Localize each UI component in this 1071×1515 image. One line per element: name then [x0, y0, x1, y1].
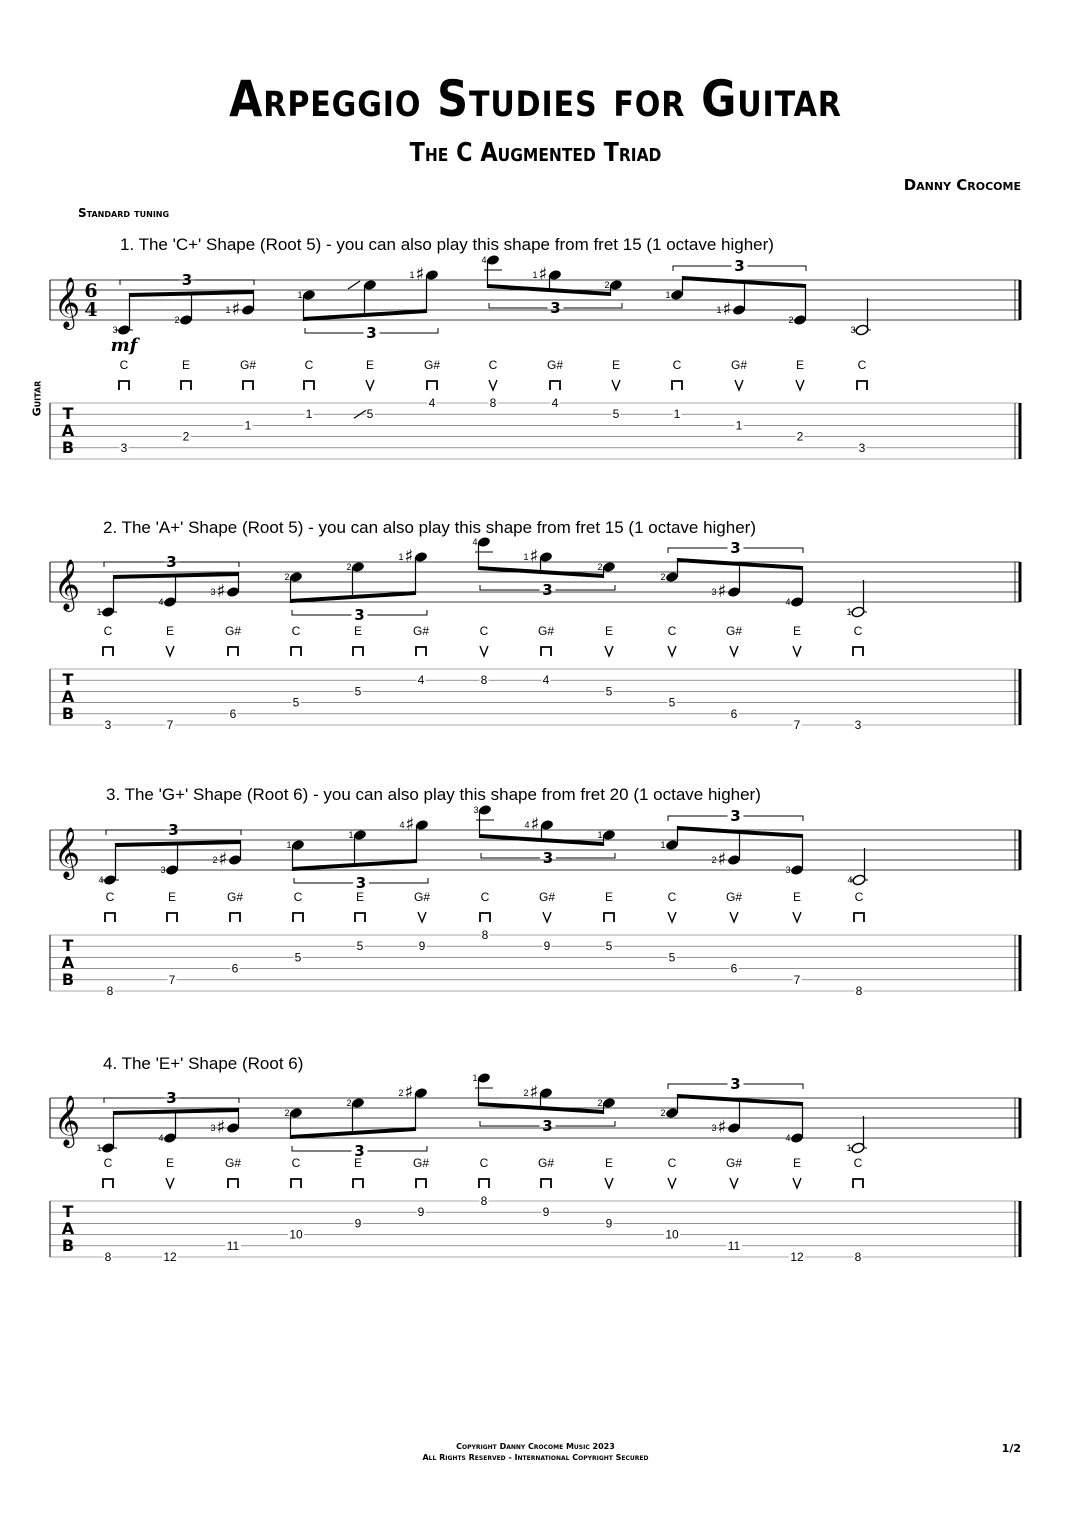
tab-clef-letter: A: [61, 687, 75, 706]
note-name-label: C: [853, 624, 863, 638]
downstroke-icon: [480, 913, 490, 922]
note-name-label: E: [795, 358, 805, 372]
score-title: Arpeggio Studies for Guitar: [229, 70, 842, 128]
note-name-label: E: [792, 890, 802, 904]
fingering-number: 2: [398, 1088, 404, 1098]
fingering-number: 2: [346, 562, 352, 572]
tab-fret-number: 8: [104, 1250, 112, 1264]
upstroke-icon: [612, 380, 620, 390]
tab-fret-number: 5: [668, 950, 676, 965]
sharp-sign: ♯: [530, 814, 540, 835]
sharp-sign: ♯: [717, 1117, 727, 1138]
note-name-label: C: [667, 624, 677, 638]
tab-fret-number: 10: [665, 1227, 679, 1242]
upstroke-icon: [418, 912, 426, 922]
tuplet-number: 3: [730, 539, 741, 557]
tab-fret-number: 1: [305, 407, 313, 422]
note-name-label: C: [667, 890, 677, 904]
fingering-number: 2: [346, 1098, 352, 1108]
note-name-label: E: [353, 1156, 363, 1170]
downstroke-icon: [105, 913, 115, 922]
note-name-label: C: [667, 1156, 677, 1170]
tab-fret-number: 8: [480, 1194, 488, 1208]
note-name-label: E: [165, 624, 175, 638]
downstroke-icon: [853, 1179, 863, 1188]
note-name-label: G#: [423, 358, 441, 372]
upstroke-icon: [605, 1178, 613, 1188]
fingering-number: 2: [788, 315, 794, 325]
sharp-sign: ♯: [216, 581, 226, 602]
tab-fret-number: 9: [542, 1205, 550, 1220]
tab-fret-number: 2: [182, 429, 190, 444]
downstroke-icon: [230, 913, 240, 922]
note-name-label: G#: [730, 358, 748, 372]
downstroke-icon: [853, 647, 863, 656]
tuning-label: Standard tuning: [78, 206, 170, 220]
downstroke-icon: [291, 1179, 301, 1188]
tuplet-number: 3: [366, 324, 377, 342]
tab-fret-number: 3: [104, 718, 112, 732]
fingering-number: 2: [597, 562, 603, 572]
note-name-label: G#: [239, 358, 257, 372]
note-name-label: C: [853, 1156, 863, 1170]
upstroke-icon: [796, 380, 804, 390]
upstroke-icon: [543, 912, 551, 922]
tab-fret-number: 7: [793, 718, 801, 732]
tab-fret-number: 9: [418, 939, 426, 954]
note-name-label: E: [792, 624, 802, 638]
tuplet-number: 3: [166, 553, 177, 571]
note-name-label: C: [103, 624, 113, 638]
note-name-label: G#: [537, 624, 555, 638]
note-name-label: G#: [725, 624, 743, 638]
downstroke-icon: [103, 1179, 113, 1188]
downstroke-icon: [604, 913, 614, 922]
note-name-label: C: [857, 358, 867, 372]
fingering-number: 1: [225, 305, 231, 315]
fingering-number: 4: [785, 597, 791, 607]
tab-fret-number: 8: [489, 396, 497, 410]
tab-clef-letter: T: [62, 404, 74, 423]
upstroke-icon: [166, 646, 174, 656]
tuplet-number: 3: [166, 1089, 177, 1107]
tab-fret-number: 8: [854, 1250, 862, 1264]
fingering-number: 1: [398, 552, 404, 562]
note-name-label: E: [604, 890, 614, 904]
note-name-label: G#: [412, 1156, 430, 1170]
note-name-label: C: [488, 358, 498, 372]
downstroke-icon: [103, 647, 113, 656]
fingering-number: 2: [284, 1108, 290, 1118]
note-name-label: G#: [412, 624, 430, 638]
downstroke-icon: [416, 1179, 426, 1188]
sharp-sign: ♯: [717, 581, 727, 602]
tab-fret-number: 8: [106, 984, 114, 998]
tab-clef-letter: T: [62, 670, 74, 689]
tab-fret-number: 3: [120, 440, 128, 455]
fingering-number: 2: [284, 572, 290, 582]
sharp-sign: ♯: [415, 264, 425, 285]
tuplet-number: 3: [550, 299, 561, 317]
tab-fret-number: 5: [668, 695, 676, 710]
tab-fret-number: 11: [226, 1238, 240, 1253]
fingering-number: 1: [409, 270, 415, 280]
fingering-number: 4: [158, 1133, 164, 1143]
fingering-number: 3: [112, 325, 118, 335]
upstroke-icon: [668, 646, 676, 656]
treble-clef-icon: 𝄞: [53, 277, 81, 328]
downstroke-icon: [416, 647, 426, 656]
fingering-number: 4: [785, 1133, 791, 1143]
system-title: 1. The 'C+' Shape (Root 5) - you can also play this shape from fret 15 (1 octave higher): [120, 235, 774, 254]
downstroke-icon: [541, 1179, 551, 1188]
system-title: 2. The 'A+' Shape (Root 5) - you can also play this shape from fret 15 (1 octave higher): [103, 518, 756, 537]
sharp-sign: ♯: [231, 299, 241, 320]
treble-clef-icon: 𝄞: [53, 827, 81, 878]
downstroke-icon: [243, 381, 253, 390]
downstroke-icon: [427, 381, 437, 390]
tab-fret-number: 6: [231, 961, 239, 976]
note-name-label: C: [291, 624, 301, 638]
sharp-sign: ♯: [404, 546, 414, 567]
note-name-label: E: [611, 358, 621, 372]
upstroke-icon: [489, 380, 497, 390]
time-signature-top: 6: [84, 280, 98, 302]
tab-fret-number: 7: [166, 718, 174, 732]
note-name-label: E: [353, 624, 363, 638]
fingering-number: 2: [711, 855, 717, 865]
fingering-number: 3: [711, 587, 717, 597]
tab-fret-number: 8: [855, 984, 863, 998]
fingering-number: 1: [846, 607, 852, 617]
downstroke-icon: [854, 913, 864, 922]
fingering-number: 2: [660, 572, 666, 582]
tab-fret-number: 6: [730, 706, 738, 721]
slide-mark: [348, 281, 360, 289]
fingering-number: 2: [523, 1088, 529, 1098]
tab-fret-number: 5: [356, 939, 364, 954]
note-name-label: G#: [546, 358, 564, 372]
tab-fret-number: 8: [481, 928, 489, 942]
downstroke-icon: [304, 381, 314, 390]
tuplet-number: 3: [730, 1075, 741, 1093]
instrument-label: Guitar: [30, 380, 44, 417]
note-name-label: E: [355, 890, 365, 904]
note-name-label: G#: [224, 624, 242, 638]
fingering-number: 3: [210, 587, 216, 597]
treble-clef-icon: 𝄞: [53, 1095, 81, 1146]
downstroke-icon: [291, 647, 301, 656]
tab-clef-letter: B: [61, 704, 75, 723]
note-name-label: C: [291, 1156, 301, 1170]
note-name-label: C: [479, 1156, 489, 1170]
upstroke-icon: [366, 380, 374, 390]
tab-fret-number: 9: [605, 1216, 613, 1231]
tab-fret-number: 8: [480, 673, 488, 688]
tab-clef-letter: T: [62, 1202, 74, 1221]
note-name-label: C: [854, 890, 864, 904]
tab-fret-number: 5: [292, 695, 300, 710]
tuplet-number: 3: [355, 874, 367, 892]
tab-fret-number: 9: [543, 939, 551, 954]
tuplet-number: 3: [542, 581, 553, 599]
downstroke-icon: [479, 1179, 489, 1188]
downstroke-icon: [181, 381, 191, 390]
tab-fret-number: 4: [542, 673, 550, 688]
sharp-sign: ♯: [717, 849, 727, 870]
tab-clef-letter: B: [61, 1236, 75, 1255]
tab-fret-number: 4: [551, 396, 559, 410]
note-name-label: C: [480, 890, 490, 904]
note-name-label: C: [479, 624, 489, 638]
sharp-sign: ♯: [216, 1117, 226, 1138]
upstroke-icon: [668, 912, 676, 922]
tab-fret-number: 4: [428, 396, 436, 410]
fingering-number: 4: [524, 820, 530, 830]
tab-fret-number: 1: [735, 418, 743, 433]
tab-clef-letter: A: [61, 421, 75, 440]
tab-fret-number: 5: [605, 939, 613, 954]
tab-clef-letter: T: [62, 936, 74, 955]
tab-fret-number: 12: [163, 1250, 177, 1264]
fingering-number: 4: [399, 820, 405, 830]
upstroke-icon: [480, 646, 488, 656]
fingering-number: 1: [716, 305, 722, 315]
fingering-number: 2: [660, 1108, 666, 1118]
upstroke-icon: [793, 1178, 801, 1188]
tab-fret-number: 12: [790, 1250, 804, 1264]
sharp-sign: ♯: [218, 849, 228, 870]
tuplet-number: 3: [354, 606, 365, 624]
note-name-label: E: [365, 358, 375, 372]
fingering-number: 1: [532, 270, 538, 280]
sharp-sign: ♯: [722, 299, 732, 320]
fingering-number: 2: [174, 315, 180, 325]
system-title: 3. The 'G+' Shape (Root 6) - you can also play this shape from fret 20 (1 octave higher): [106, 785, 761, 804]
tab-fret-number: 7: [168, 972, 176, 987]
tuplet-number: 3: [168, 821, 179, 839]
downstroke-icon: [167, 913, 177, 922]
note-name-label: G#: [725, 890, 743, 904]
tab-fret-number: 11: [727, 1238, 741, 1253]
downstroke-icon: [857, 381, 867, 390]
upstroke-icon: [793, 912, 801, 922]
tab-fret-number: 3: [854, 718, 862, 732]
tab-fret-number: 5: [612, 407, 620, 422]
upstroke-icon: [730, 1178, 738, 1188]
sharp-sign: ♯: [538, 264, 548, 285]
tab-fret-number: 5: [605, 684, 613, 699]
system-1: [50, 235, 1020, 459]
sharp-sign: ♯: [529, 546, 539, 567]
upstroke-icon: [793, 646, 801, 656]
tuplet-number: 3: [354, 1142, 365, 1160]
fingering-number: 1: [597, 830, 603, 840]
note-name-label: C: [119, 358, 129, 372]
fingering-number: 3: [160, 865, 166, 875]
fingering-number: 2: [597, 1098, 603, 1108]
fingering-number: 1: [665, 290, 671, 300]
upstroke-icon: [166, 1178, 174, 1188]
tuplet-number: 3: [181, 271, 193, 289]
note-name-label: E: [165, 1156, 175, 1170]
sharp-sign: ♯: [405, 814, 415, 835]
tuplet-number: 3: [730, 807, 741, 825]
fingering-number: 1: [297, 290, 303, 300]
upstroke-icon: [605, 646, 613, 656]
note-name-label: G#: [413, 890, 431, 904]
fingering-number: 1: [348, 830, 354, 840]
fingering-number: 4: [472, 537, 478, 547]
upstroke-icon: [735, 380, 743, 390]
tab-fret-number: 5: [366, 407, 374, 422]
score-subtitle: The C Augmented Triad: [409, 138, 662, 168]
fingering-number: 4: [158, 597, 164, 607]
note-name-label: C: [103, 1156, 113, 1170]
tab-clef-letter: A: [61, 1219, 75, 1238]
upstroke-icon: [730, 912, 738, 922]
time-signature-bottom: 4: [84, 299, 98, 321]
downstroke-icon: [355, 913, 365, 922]
tab-clef-letter: A: [61, 953, 75, 972]
tab-fret-number: 5: [294, 950, 302, 965]
page-number: 1/2: [1001, 1442, 1021, 1455]
fingering-number: 4: [847, 875, 853, 885]
tab-clef-letter: B: [61, 970, 75, 989]
downstroke-icon: [293, 913, 303, 922]
tab-fret-number: 1: [244, 418, 252, 433]
sharp-sign: ♯: [404, 1082, 414, 1103]
tuplet-number: 3: [542, 1117, 553, 1135]
fingering-number: 3: [473, 805, 479, 815]
tab-fret-number: 9: [417, 1205, 425, 1220]
tab-fret-number: 10: [289, 1227, 303, 1242]
composer: Danny Crocome: [903, 176, 1021, 194]
tuplet-number: 3: [734, 257, 745, 275]
fingering-number: 1: [96, 1143, 102, 1153]
note-name-label: E: [604, 1156, 614, 1170]
downstroke-icon: [353, 1179, 363, 1188]
note-name-label: G#: [538, 890, 556, 904]
note-name-label: C: [672, 358, 682, 372]
rights-text: All Rights Reserved - International Copyright Secured: [422, 1453, 649, 1462]
fingering-number: 3: [850, 325, 856, 335]
note-name-label: E: [604, 624, 614, 638]
note-name-label: E: [181, 358, 191, 372]
fingering-number: 1: [846, 1143, 852, 1153]
note-name-label: C: [293, 890, 303, 904]
tab-fret-number: 7: [793, 972, 801, 987]
note-name-label: G#: [725, 1156, 743, 1170]
fingering-number: 1: [660, 840, 666, 850]
fingering-number: 3: [210, 1123, 216, 1133]
downstroke-icon: [550, 381, 560, 390]
tab-fret-number: 9: [354, 1216, 362, 1231]
downstroke-icon: [119, 381, 129, 390]
dynamic-mark: mf: [110, 335, 138, 356]
fingering-number: 4: [481, 255, 487, 265]
tab-fret-number: 4: [417, 673, 425, 688]
fingering-number: 3: [785, 865, 791, 875]
upstroke-icon: [730, 646, 738, 656]
fingering-number: 1: [286, 840, 292, 850]
tab-fret-number: 2: [796, 429, 804, 444]
fingering-number: 1: [523, 552, 529, 562]
downstroke-icon: [353, 647, 363, 656]
tab-fret-number: 5: [354, 684, 362, 699]
downstroke-icon: [672, 381, 682, 390]
fingering-number: 2: [212, 855, 218, 865]
note-name-label: C: [105, 890, 115, 904]
copyright-text: Copyright Danny Crocome Music 2023: [456, 1442, 615, 1451]
fingering-number: 2: [604, 280, 610, 290]
fingering-number: 1: [472, 1073, 478, 1083]
footer: [0, 1441, 1071, 1463]
fingering-number: 1: [96, 607, 102, 617]
tab-fret-number: 6: [730, 961, 738, 976]
tab-fret-number: 6: [229, 706, 237, 721]
note-name-label: C: [304, 358, 314, 372]
treble-clef-icon: 𝄞: [53, 559, 81, 610]
tab-fret-number: 1: [673, 407, 681, 422]
fingering-number: 3: [711, 1123, 717, 1133]
tuplet-number: 3: [542, 849, 554, 867]
note-name-label: E: [792, 1156, 802, 1170]
note-name-label: G#: [537, 1156, 555, 1170]
tab-fret-number: 3: [858, 440, 866, 455]
sharp-sign: ♯: [529, 1082, 539, 1103]
note-name-label: E: [167, 890, 177, 904]
upstroke-icon: [668, 1178, 676, 1188]
note-name-label: G#: [224, 1156, 242, 1170]
fingering-number: 4: [98, 875, 104, 885]
downstroke-icon: [228, 647, 238, 656]
note-name-label: G#: [226, 890, 244, 904]
tab-clef-letter: B: [61, 438, 75, 457]
system-title: 4. The 'E+' Shape (Root 6): [103, 1054, 304, 1073]
downstroke-icon: [541, 647, 551, 656]
downstroke-icon: [228, 1179, 238, 1188]
